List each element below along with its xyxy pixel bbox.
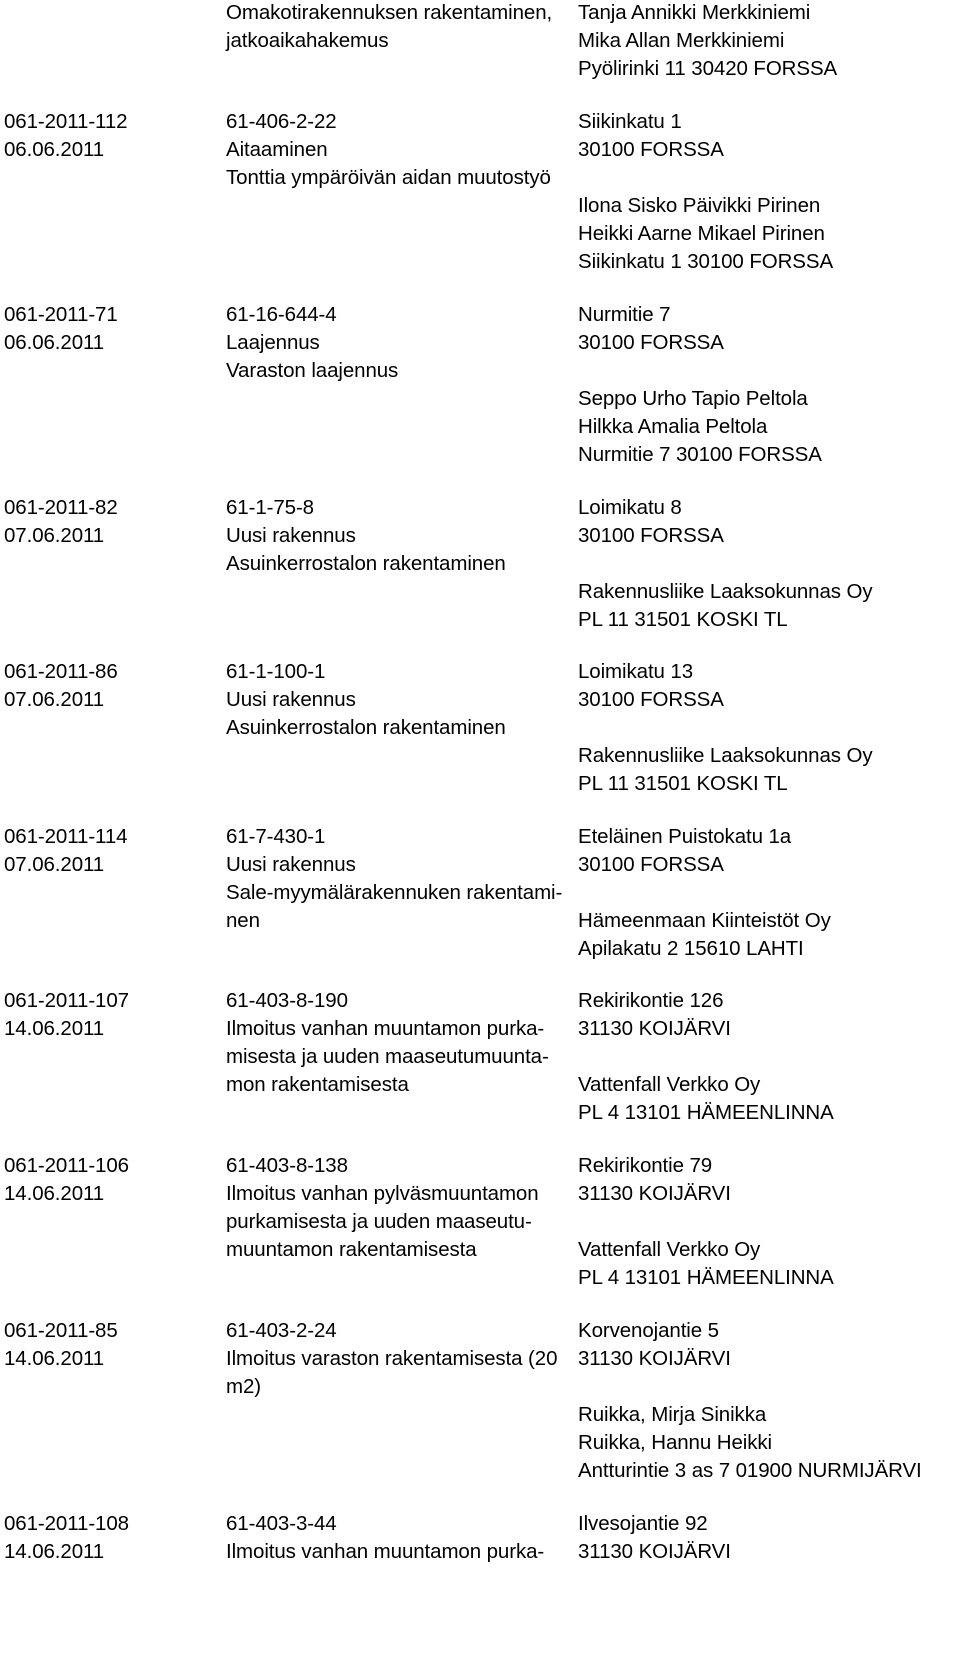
property-id: 61-403-2-24 (226, 1319, 337, 1342)
top-owner-line-1: Tanja Annikki Merkkiniemi (578, 1, 811, 24)
permit-type: Ilmoitus vanhan muuntamon purka- (226, 1540, 545, 1563)
description-line: Varaston laajennus (226, 359, 399, 382)
property-id: 61-403-8-190 (226, 989, 348, 1012)
property-id: 61-406-2-22 (226, 110, 337, 133)
permit-date: 14.06.2011 (4, 1182, 105, 1205)
owner-line: Ilona Sisko Päivikki Pirinen (578, 194, 821, 217)
description-line: Asuinkerrostalon rakentaminen (226, 716, 506, 739)
site-address-line: 30100 FORSSA (578, 853, 724, 876)
owner-line: Rakennusliike Laaksokunnas Oy (578, 744, 873, 767)
permit-id: 061-2011-112 (4, 110, 128, 133)
top-owner-line-3: Pyölirinki 11 30420 FORSSA (578, 57, 838, 80)
site-address-line: 31130 KOIJÄRVI (578, 1540, 731, 1563)
site-address-line: 31130 KOIJÄRVI (578, 1182, 731, 1205)
owner-line: Heikki Aarne Mikael Pirinen (578, 222, 825, 245)
description-line: Sale-myymälärakennuken rakentami- (226, 881, 563, 904)
permit-type: Aitaaminen (226, 138, 328, 161)
site-address-line: Rekirikontie 79 (578, 1154, 713, 1177)
top-description-line-1: Omakotirakennuksen rakentaminen, (226, 1, 553, 24)
permit-date: 06.06.2011 (4, 331, 105, 354)
owner-line: Nurmitie 7 30100 FORSSA (578, 443, 822, 466)
permit-type: Uusi rakennus (226, 688, 356, 711)
permit-id: 061-2011-86 (4, 660, 118, 683)
permit-id: 061-2011-107 (4, 989, 129, 1012)
permit-type: Laajennus (226, 331, 320, 354)
permit-type: Ilmoitus varaston rakentamisesta (20 (226, 1347, 558, 1370)
description-line: purkamisesta ja uuden maaseutu- (226, 1210, 532, 1233)
permit-date: 14.06.2011 (4, 1017, 105, 1040)
permit-id: 061-2011-85 (4, 1319, 118, 1342)
top-description-line-2: jatkoaikahakemus (226, 29, 389, 52)
site-address-line: Eteläinen Puistokatu 1a (578, 825, 792, 848)
property-id: 61-7-430-1 (226, 825, 326, 848)
owner-line: Vattenfall Verkko Oy (578, 1073, 761, 1096)
description-line: muuntamon rakentamisesta (226, 1238, 477, 1261)
site-address-line: Loimikatu 13 (578, 660, 694, 683)
permit-type: Ilmoitus vanhan pylväsmuuntamon (226, 1182, 539, 1205)
site-address-line: Loimikatu 8 (578, 496, 682, 519)
top-owner-line-2: Mika Allan Merkkiniemi (578, 29, 785, 52)
owner-line: Ruikka, Mirja Sinikka (578, 1403, 767, 1426)
permit-date: 14.06.2011 (4, 1540, 105, 1563)
description-line: Tonttia ympäröivän aidan muutostyö (226, 166, 551, 189)
permit-type: Uusi rakennus (226, 524, 356, 547)
permit-id: 061-2011-108 (4, 1512, 129, 1535)
permit-id: 061-2011-114 (4, 825, 128, 848)
owner-line: PL 11 31501 KOSKI TL (578, 772, 788, 795)
owner-line: PL 11 31501 KOSKI TL (578, 608, 788, 631)
owner-line: Antturintie 3 as 7 01900 NURMIJÄRVI (578, 1459, 922, 1482)
owner-line: Siikinkatu 1 30100 FORSSA (578, 250, 834, 273)
site-address-line: 30100 FORSSA (578, 331, 724, 354)
owner-line: Vattenfall Verkko Oy (578, 1238, 761, 1261)
property-id: 61-403-3-44 (226, 1512, 337, 1535)
site-address-line: 30100 FORSSA (578, 524, 724, 547)
site-address-line: 30100 FORSSA (578, 138, 724, 161)
owner-line: Rakennusliike Laaksokunnas Oy (578, 580, 873, 603)
permit-type: Uusi rakennus (226, 853, 356, 876)
owner-line: Hämeenmaan Kiinteistöt Oy (578, 909, 831, 932)
description-line: m2) (226, 1375, 262, 1398)
property-id: 61-1-75-8 (226, 496, 314, 519)
permit-date: 07.06.2011 (4, 688, 105, 711)
site-address-line: 31130 KOIJÄRVI (578, 1017, 731, 1040)
owner-line: PL 4 13101 HÄMEENLINNA (578, 1266, 834, 1289)
permit-date: 06.06.2011 (4, 138, 105, 161)
description-line: mon rakentamisesta (226, 1073, 409, 1096)
permit-date: 07.06.2011 (4, 524, 105, 547)
property-id: 61-16-644-4 (226, 303, 337, 326)
property-id: 61-1-100-1 (226, 660, 326, 683)
permit-id: 061-2011-71 (4, 303, 118, 326)
site-address-line: 30100 FORSSA (578, 688, 724, 711)
site-address-line: Siikinkatu 1 (578, 110, 682, 133)
owner-line: Ruikka, Hannu Heikki (578, 1431, 772, 1454)
permit-id: 061-2011-106 (4, 1154, 129, 1177)
owner-line: Hilkka Amalia Peltola (578, 415, 768, 438)
description-line: misesta ja uuden maaseutumuunta- (226, 1045, 549, 1068)
description-line: nen (226, 909, 260, 932)
description-line: Asuinkerrostalon rakentaminen (226, 552, 506, 575)
permit-date: 07.06.2011 (4, 853, 105, 876)
site-address-line: Korvenojantie 5 (578, 1319, 719, 1342)
owner-line: Apilakatu 2 15610 LAHTI (578, 937, 804, 960)
owner-line: PL 4 13101 HÄMEENLINNA (578, 1101, 834, 1124)
permit-type: Ilmoitus vanhan muuntamon purka- (226, 1017, 545, 1040)
site-address-line: 31130 KOIJÄRVI (578, 1347, 731, 1370)
property-id: 61-403-8-138 (226, 1154, 348, 1177)
permit-date: 14.06.2011 (4, 1347, 105, 1370)
owner-line: Seppo Urho Tapio Peltola (578, 387, 808, 410)
permit-id: 061-2011-82 (4, 496, 118, 519)
site-address-line: Nurmitie 7 (578, 303, 671, 326)
site-address-line: Ilvesojantie 92 (578, 1512, 708, 1535)
site-address-line: Rekirikontie 126 (578, 989, 724, 1012)
